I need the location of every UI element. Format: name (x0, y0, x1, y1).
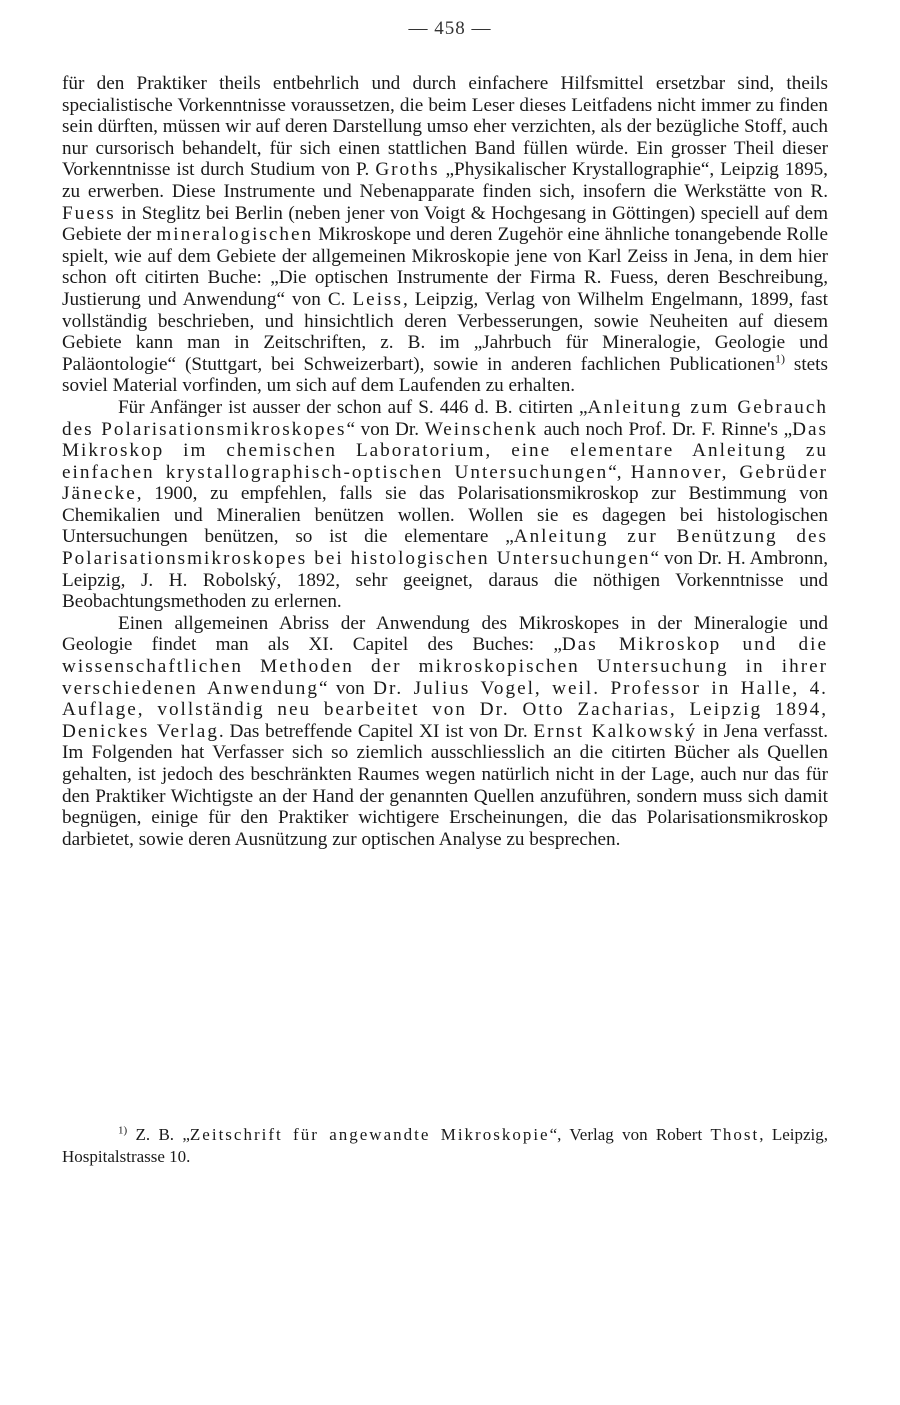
text-run: , Leipzig, Verlag von Wilhelm Engelmann, 1899, fast vollständig beschrieben, und hinsichtlich deren Verbesserungen, sowie Neuheiten auf diesem Gebiete kann man in Zeitschriften, z. B. im „Jahrbuch für Mineralogie, Geologie und Paläontologie“ (Stuttgart, bei Schweizerbart), sowie in anderen fachlichen Publicationen (62, 288, 828, 375)
text-run: “, (608, 461, 631, 483)
paragraph-3 (62, 613, 828, 851)
text-run: auch noch Prof. Dr. F. Rinne's „ (538, 418, 793, 440)
spaced-text: Hannover, Gebrüder Jänecke (62, 461, 828, 505)
spaced-text: Weinschenk (424, 418, 538, 440)
footnote (62, 1124, 828, 1167)
footnote-text (62, 1124, 828, 1167)
spaced-text: Anleitung zum Gebrauch des Polarisationsmikroskopes (62, 396, 828, 440)
text-run: „Physikalischer Krystallographie“, Leipzig 1895, zu erwerben. Diese Instrumente und Nebenapparate finden sich, insofern die Werkstätte von R. (62, 159, 828, 202)
spaced-text: mineralogischen (156, 224, 314, 246)
spaced-text: Fuess (62, 202, 116, 224)
text-run: , Leipzig, Hospitalstrasse 10. (62, 1125, 828, 1166)
spaced-text: Dr. Julius Vogel, weil. Professor in Halle, 4. Auflage, vollständig neu bearbeitet von Dr. Otto Zacharias, Leipzig 1894, Denickes Verlag (62, 677, 828, 742)
paragraph-2 (62, 397, 828, 613)
spaced-text: Thost (710, 1125, 760, 1144)
spaced-text: Groths (375, 159, 440, 181)
text-run: “ von Dr. H. Ambronn, Leipzig, J. H. Robolský, 1892, sehr geeignet, daraus die nöthigen Vorkenntnisse und Beobachtungsmethoden zu erlernen. (62, 548, 828, 613)
text-run: “ von Dr. (346, 418, 425, 440)
text-run: “, Verlag von Robert (549, 1125, 711, 1144)
spaced-text: Das Mikroskop im chemischen Laboratorium, eine elementare Anleitung zu einfachen krystallographisch-optischen Untersuchungen (62, 418, 828, 483)
body-text (62, 73, 828, 850)
text-run: “ von (318, 677, 374, 699)
spaced-text: Leiss (352, 288, 403, 310)
spaced-text: Anleitung zur Benützung des Polarisationsmikroskopes bei histologischen Untersuchungen (62, 526, 828, 570)
footnote-reference: 1) (774, 351, 785, 366)
text-run: , 1900, zu empfehlen, falls sie das Polarisationsmikroskop zur Bestimmung von Chemikalien und Mineralien benützen wollen. Wollen sie es dagegen bei histologischen Untersuchungen benützen, so ist die elementare „ (62, 483, 828, 548)
text-run: in Jena verfasst. Im Folgenden hat Verfasser sich so ziemlich ausschliesslich an die citirten Bücher als Quellen gehalten, ist jedoch des beschränkten Raumes wegen natürlich nicht in der Lage, auch nur das für den Praktiker Wichtigste an der Hand der genannten Quellen anzuführen, sondern muss sich damit begnügen, einige für den Praktiker wichtigere Erscheinungen, die das Polarisationsmikroskop darbietet, sowie deren Ausnützung zur optischen Analyse zu besprechen. (62, 720, 828, 850)
text-run: in Steglitz bei Berlin (neben jener von Voigt & Hochgesang in Göttingen) speciell auf dem Gebiete der (62, 202, 828, 246)
footnote-mark: 1) (118, 1124, 128, 1137)
text-run: . Das betreffende Capitel XI ist von Dr. (218, 720, 534, 742)
footnote-body (62, 1125, 828, 1166)
text-run: Mikroskope und deren Zugehör eine ähnliche tonangebende Rolle spielt, wie auf dem Gebiete der allgemeinen Mikroskopie jene von Karl Zeiss in Jena, in dem hier schon oft citirten Buche: „Die optischen Instrumente der Firma R. Fuess, deren Beschreibung, Justierung und Anwendung“ von C. (62, 224, 828, 310)
text-run: Einen allgemeinen Abriss der Anwendung des Mikroskopes in der Mineralogie und Geologie findet man als XI. Capitel des Buches: „ (62, 612, 828, 656)
text-run: Für Anfänger ist ausser der schon auf S. 446 d. B. citirten „ (118, 396, 588, 418)
spaced-text: Das Mikroskop und die wissenschaftlichen Methoden der mikroskopischen Untersuchung in ihrer verschiedenen Anwendung (62, 634, 828, 699)
text-run: für den Praktiker theils entbehrlich und durch einfachere Hilfsmittel ersetzbar sind, theils specialistische Vorkenntnisse voraussetzen, die beim Leser dieses Leitfadens nicht immer zu finden sein dürften, müssen wir auf deren Darstellung umso eher verzichten, als der bezügliche Stoff, auch nur cursorisch behandelt, für sich einen stattlichen Band füllen würde. Ein grosser Theil dieser Vorkenntnisse ist durch Studium von P. (62, 73, 828, 181)
text-run: stets soviel Material vorfinden, um sich auf dem Laufenden zu erhalten. (62, 353, 828, 397)
text-run: Z. B. „ (127, 1125, 190, 1144)
paragraph-1 (62, 73, 828, 397)
spaced-text: Ernst Kalkowský (533, 720, 698, 742)
spaced-text: Zeitschrift für angewandte Mikroskopie (189, 1125, 550, 1144)
page-number: — 458 — (408, 18, 492, 39)
